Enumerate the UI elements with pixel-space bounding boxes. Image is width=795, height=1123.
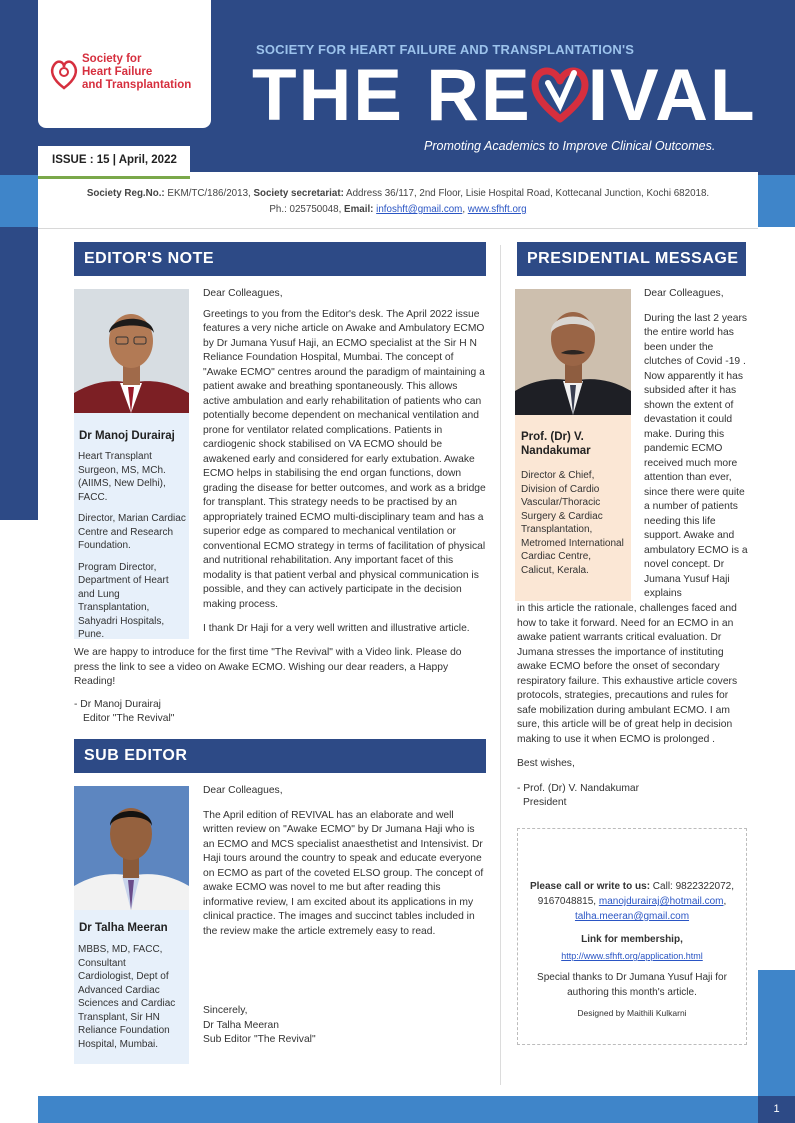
masthead-title	[252, 56, 757, 136]
column-separator	[500, 245, 501, 1085]
logo-line-1: Society for	[82, 53, 142, 65]
contact-email-2[interactable]: talha.meeran@gmail.com	[574, 911, 690, 922]
email-label: Email:	[344, 204, 377, 215]
sub-editor-credentials: MBBS, MD, FACC, Consultant Cardiologist, Dept of Advanced Cardiac Sciences and Cardiac Transplant, Sir HN Reliance Foundation Hospital, Mumbai.	[78, 944, 176, 1050]
president-photo	[515, 289, 631, 415]
sub-editor-profile	[74, 786, 189, 1064]
secretariat-value: Address 36/117, 2nd Floor, Lisie Hospital Road, Kottecanal Junction, Kochi 682018.	[343, 188, 710, 199]
membership-label: Link for membership,	[581, 934, 683, 945]
header-divider	[38, 228, 758, 229]
editor-photo	[74, 289, 189, 413]
reg-value: EKM/TC/186/2013,	[164, 188, 254, 199]
editor-desc-2: Director, Marian Cardiac Centre and Research Foundation.	[78, 513, 186, 551]
contact-label: Please call or write to us:	[529, 881, 651, 892]
president-greeting: Dear Colleagues,	[644, 288, 724, 299]
sub-editor-paragraph: The April edition of REVIVAL has an elaborate and well written review on "Awake ECMO" by Dr Jumana Haji who is an ECMO and MCS specialist anaesthetist and Intensivist. Dr Haji tours around the country to speak and educate everyone on ECMO as part of the coveted ELSO group. The concept of awake ECMO was novel to me but after reading this informative review, I am excited about its applications in my clinical practice. The images and succinct tables included in the review make the article extremely easy to read.	[203, 809, 484, 937]
heart-v-icon	[530, 65, 590, 123]
editor-desc-1: Heart Transplant Surgeon, MS, MCh. (AIIMS, New Delhi), FACC.	[78, 451, 166, 503]
contact-email-1[interactable]: manojdurairaj@hotmail.com	[598, 896, 724, 907]
sub-editor-sign-1: Sincerely,	[203, 1005, 248, 1016]
registration-info: Society Reg.No.: EKM/TC/186/2013, Society secretariat: Address 36/117, 2nd Floor, Lisie Hospital Road, Kottecanal Junction, Kochi 682018. Ph.: 025750048, Email: infoshft@gmail.com, www.sfhft.org	[86, 188, 710, 215]
society-title: SOCIETY FOR HEART FAILURE AND TRANSPLANTATION'S	[256, 42, 635, 57]
contact-content: Please call or write to us: Call: 9822322072, 9167048815, manojdurairaj@hotmail.com, talha.meeran@gmail.com Link for membership, http://www.sfhft.org/application.html Special thanks to Dr Jumana Yusuf Haji for authoring this month's article. Designed by Maithili Kulkarni	[524, 879, 740, 1021]
president-paragraph-narrow: During the last 2 years the entire world has been under the clutches of Covid -19 . Now apparently it has subsided after it has shown the extent of devastation it could make. During this pandemic ECMO received much more attention than ever, since there were quite a number of patients needing this life support. Awake and ambulatory ECMO is a novel concept. Dr Jumana Yusuf Haji explains	[644, 312, 748, 599]
website-link[interactable]: www.sfhft.org	[467, 204, 527, 215]
society-logo-icon	[48, 55, 80, 91]
phone-number: Ph.: 025750048,	[269, 204, 345, 215]
tagline: Promoting Academics to Improve Clinical Outcomes.	[424, 139, 716, 153]
president-signature-name: - Prof. (Dr) V. Nandakumar	[517, 782, 640, 794]
president-credentials: Director & Chief, Division of Cardio Vascular/Thoracic Surgery & Cardiac Transplantation, Metromed International Cardiac Centre, Calicut, Kerala.	[521, 470, 624, 576]
editor-greeting: Dear Colleagues,	[203, 288, 283, 299]
president-signature-title: President	[523, 797, 567, 808]
contact-box	[517, 828, 747, 1045]
editor-paragraph-1: Greetings to you from the Editor's desk. The April 2022 issue features a very niche article on Awake and Ambulatory ECMO by Dr Jumana Yusuf Haji, an ECMO specialist at the Sir H N Reliance Foundation Hospital, Mumbai. The concept of "Awake ECMO" centres around the paradigm of maintaining a patient awake and breathing spontaneously. This allows active ambulation and early rehabilitation of patients who can potentially become dependent on mechanical ventilation and prone for ventilator related complications. Patients in cardiogenic shock stabilised on VA ECMO should be awakened early and considered for early extubation. Awake ECMO helps in stabilising the end organ functions, down grading the disease for better outcomes, and work as a bridge for transplant. This strategy needs to be practised by an appropriately trained ECMO multi-disciplinary team and has a superior edge as compared to mechanical ventilation or conventional ECMO strategy in terms of facilitation of physical and nutritional rehabilitation. Any important facet of this modality is that patient verbal and physical communication is possible, and they can actively participate in the decision making process.	[203, 308, 486, 610]
logo-text	[82, 53, 191, 92]
editor-paragraph-2: I thank Dr Haji for a very well written and illustrative article.	[203, 623, 470, 634]
presidential-message-heading: PRESIDENTIAL MESSAGE	[517, 242, 746, 276]
editors-note-heading: EDITOR'S NOTE	[74, 242, 486, 276]
sub-editor-greeting: Dear Colleagues,	[203, 785, 283, 796]
editor-name: Dr Manoj Durairaj	[79, 430, 175, 442]
presidential-text-wide	[517, 602, 746, 811]
president-paragraph-wide: in this article the rationale, challenges faced and how to take it forward. Need for an ECMO in an awake patient warrants critical evaluation. Dr Jumana stresses the importance of instituting awake ECMO before the onset of secondary respiratory failure. This exhaustive article covers protocols, strategies, precautions and rules for safe mobilization during ambulant ECMO. I am sure, this article will be of great help in decision making to use it when ECMO is prolonged .	[517, 603, 738, 745]
editor-note-text	[203, 287, 486, 643]
president-name: Prof. (Dr) V. Nandakumar	[521, 431, 591, 457]
presidential-text-narrow	[644, 287, 748, 602]
email-link[interactable]: infoshft@gmail.com	[376, 204, 463, 215]
sub-editor-sign-2: Dr Talha Meeran	[203, 1019, 279, 1031]
sub-editor-photo	[74, 786, 189, 910]
footer-bar	[38, 1096, 758, 1123]
logo-card	[38, 0, 211, 128]
sub-editor-text	[203, 784, 486, 945]
editor-profile	[74, 289, 189, 639]
editor-desc-3: Program Director, Department of Heart and Lung Transplantation, Sahyadri Hospitals, Pune.	[78, 561, 169, 640]
reg-label: Society Reg.No.:	[86, 188, 165, 199]
editor-signature-name: - Dr Manoj Durairaj	[74, 698, 161, 710]
sub-editor-sign-3: Sub Editor "The Revival"	[203, 1034, 316, 1045]
masthead-left: THE RE	[252, 55, 532, 136]
secretariat-label: Society secretariat:	[253, 188, 344, 199]
contact-phones: Call: 9822322072, 9167048815,	[537, 881, 734, 907]
page-number: 1	[758, 1096, 795, 1123]
masthead-right: IVAL	[587, 55, 757, 136]
sub-editor-name: Dr Talha Meeran	[79, 922, 168, 934]
sub-editor-signature	[203, 1004, 486, 1048]
designer-credit: Designed by Maithili Kulkarni	[577, 1008, 687, 1018]
thanks-note: Special thanks to Dr Jumana Yusuf Haji for authoring this month's article.	[537, 972, 727, 998]
issue-label: ISSUE : 15 | April, 2022	[38, 146, 190, 179]
editor-credentials	[78, 450, 186, 642]
editor-signature-title: Editor "The Revival"	[83, 713, 175, 724]
editor-note-closing	[74, 646, 486, 727]
sub-editor-heading: SUB EDITOR	[74, 739, 486, 773]
president-wishes: Best wishes,	[517, 758, 575, 769]
membership-link[interactable]: http://www.sfhft.org/application.html	[561, 951, 703, 961]
president-profile	[515, 289, 631, 601]
logo-line-2: Heart Failure	[82, 66, 153, 78]
editor-paragraph-3: We are happy to introduce for the first time "The Revival" with a Video link. Please do press the link to see a video on Awake ECMO. Wishing our dear readers, a Happy Reading!	[74, 647, 462, 687]
logo-line-3: and Transplantation	[82, 79, 192, 91]
